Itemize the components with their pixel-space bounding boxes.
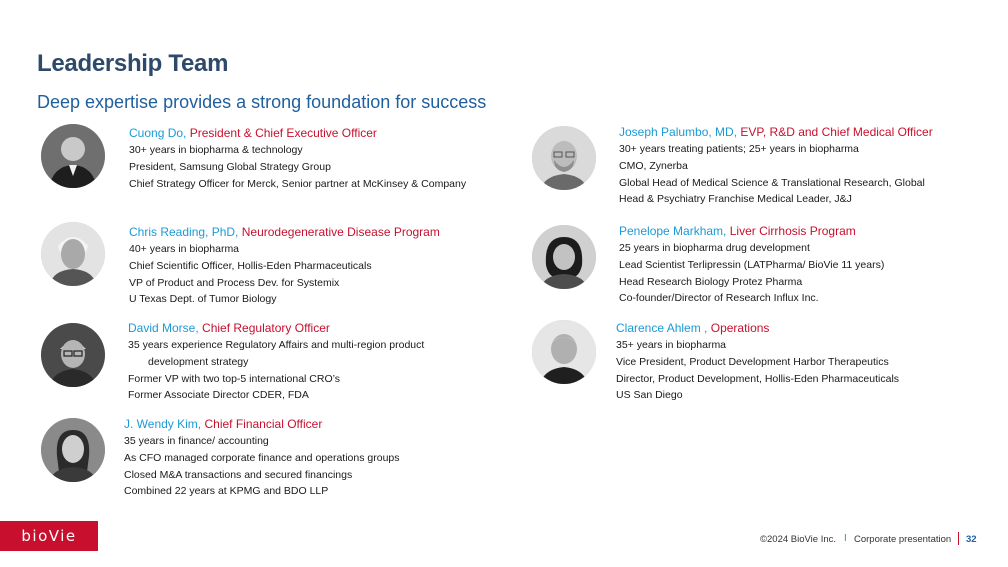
bio-line: Lead Scientist Terlipressin (LATPharma/ BioVie 11 years) (619, 258, 885, 271)
biovie-logo: bioVie (0, 521, 98, 551)
person-role: Chief Financial Officer (204, 417, 323, 431)
bio-line: U Texas Dept. of Tumor Biology (129, 293, 277, 306)
person-name: Penelope Markham, (619, 224, 727, 238)
page-number-divider (958, 532, 959, 545)
bio-line: 30+ years in biopharma & technology (129, 144, 303, 156)
bio-line: Former Associate Director CDER, FDA (128, 389, 309, 402)
bio-line: Global Head of Medical Science & Translational Research, Global (619, 176, 925, 189)
bio-line: CMO, Zynerba (619, 159, 688, 172)
person-role: EVP, R&D and Chief Medical Officer (740, 125, 933, 139)
portrait-photo (532, 225, 596, 289)
copyright-text: ©2024 BioVie Inc. (760, 534, 837, 545)
bio-line: 35 years experience Regulatory Affairs and multi-region product (128, 339, 425, 351)
person-role: Chief Regulatory Officer (202, 321, 330, 335)
person-name: Clarence Ahlem , (616, 321, 708, 335)
bio-line: 35 years in finance/ accounting (124, 435, 269, 447)
page-subtitle: Deep expertise provides a strong foundation for success (37, 92, 487, 112)
bio-line: As CFO managed corporate finance and operations groups (124, 451, 400, 464)
page-number: 32 (966, 534, 977, 545)
person-name: Joseph Palumbo, MD, (619, 125, 738, 139)
bio-line: development strategy (148, 355, 249, 368)
bio-line: President, Samsung Global Strategy Group (129, 160, 331, 173)
bio-line: Director, Product Development, Hollis-Eden Pharmaceuticals (616, 372, 900, 385)
portrait-photo (532, 320, 596, 384)
bio-line: Vice President, Product Development Harbor Therapeutics (616, 355, 889, 368)
person-name: Cuong Do, (129, 126, 187, 140)
person-name: J. Wendy Kim, (124, 417, 202, 431)
portrait-photo (41, 418, 105, 482)
person-role: Neurodegenerative Disease Program (241, 225, 440, 239)
bio-line: Chief Strategy Officer for Merck, Senior partner at McKinsey & Company (129, 177, 467, 190)
bio-line: Combined 22 years at KPMG and BDO LLP (124, 485, 329, 498)
bio-line: Closed M&A transactions and secured financings (124, 468, 353, 481)
bio-line: 25 years in biopharma drug development (619, 242, 810, 254)
person-role: Liver Cirrhosis Program (729, 224, 856, 238)
portrait-photo (41, 222, 105, 286)
page-title: Leadership Team (37, 50, 229, 77)
bio-line: Former VP with two top-5 international CRO’s (128, 372, 341, 385)
bio-line: VP of Product and Process Dev. for Systemix (129, 276, 340, 289)
bio-line: US San Diego (616, 389, 683, 402)
person-role: President & Chief Executive Officer (189, 126, 377, 140)
bio-line: Head Research Biology Protez Pharma (619, 275, 803, 288)
person-role: Operations (710, 321, 770, 335)
portrait-photo (41, 124, 105, 188)
person-name: David Morse, (128, 321, 199, 335)
bio-line: Co-founder/Director of Research Influx Inc. (619, 292, 819, 305)
bio-line: 35+ years in biopharma (616, 339, 727, 351)
bio-line: Chief Scientific Officer, Hollis-Eden Pharmaceuticals (129, 259, 372, 272)
bio-line: Head & Psychiatry Franchise Medical Leader, J&J (619, 193, 852, 206)
bio-line: 30+ years treating patients; 25+ years in biopharma (619, 143, 859, 155)
person-name: Chris Reading, PhD, (129, 225, 239, 239)
footer-separator: I (844, 533, 847, 544)
portrait-photo (41, 323, 105, 387)
bio-line: 40+ years in biopharma (129, 243, 240, 255)
portrait-photo (532, 126, 596, 190)
presentation-label: Corporate presentation (854, 534, 952, 545)
